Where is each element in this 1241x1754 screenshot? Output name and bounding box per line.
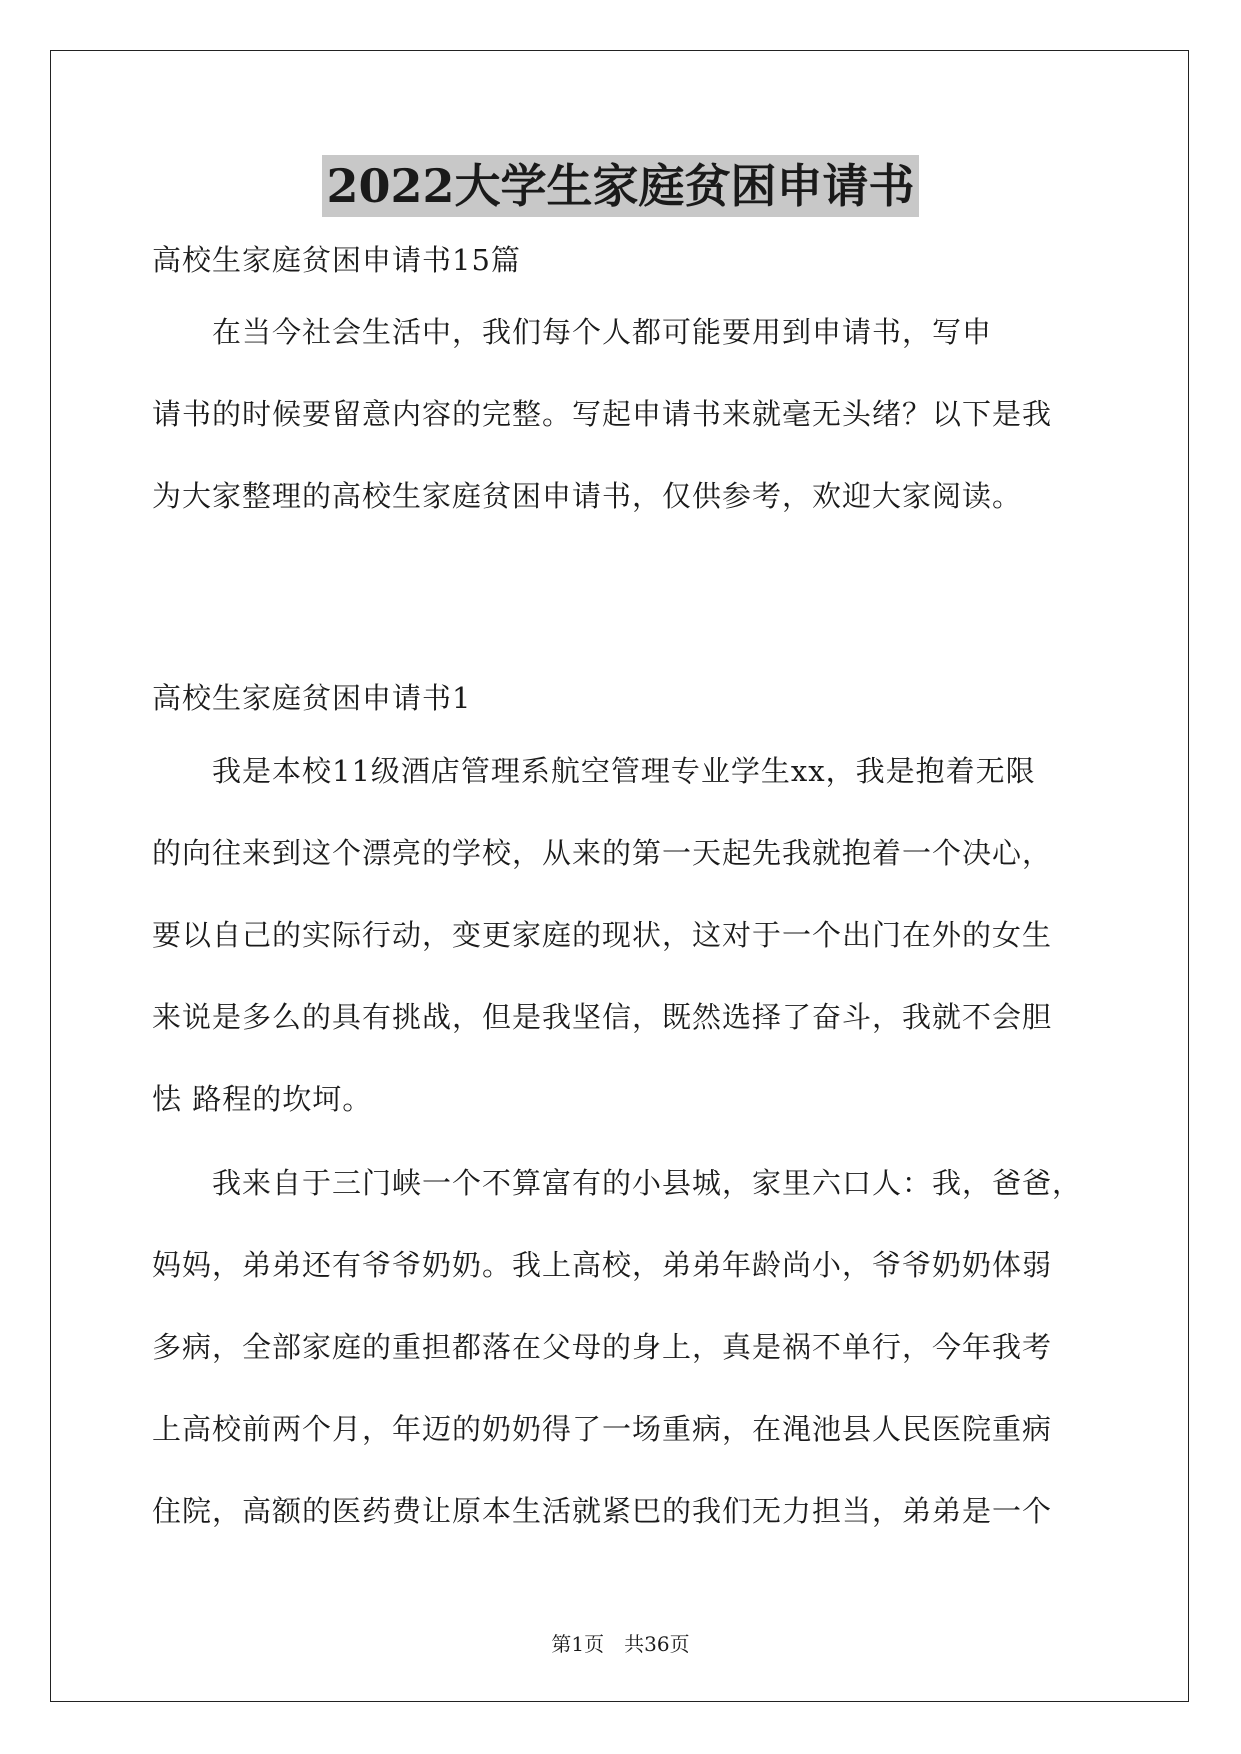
paragraph-line: 妈妈，弟弟还有爷爷奶奶。我上高校，弟弟年龄尚小，爷爷奶奶体弱 — [152, 1248, 1053, 1282]
paragraph-line: 来说是多么的具有挑战，但是我坚信，既然选择了奋斗，我就不会胆 — [152, 1000, 1053, 1034]
body-paragraph-2 — [152, 1163, 1102, 1573]
intro-line: 在当今社会生活中，我们每个人都可能要用到申请书，写申 — [152, 315, 993, 349]
paragraph-line: 我来自于三门峡一个不算富有的小县城，家里六口人：我，爸爸， — [152, 1166, 1083, 1200]
section-title: 高校生家庭贫困申请书1 — [152, 681, 472, 715]
intro-line: 为大家整理的高校生家庭贫困申请书，仅供参考，欢迎大家阅读。 — [152, 479, 1023, 513]
paragraph-line: 怯 路程的坎坷。 — [152, 1082, 373, 1116]
intro-paragraph — [152, 312, 1102, 558]
paragraph-line: 要以自己的实际行动，变更家庭的现状，这对于一个出门在外的女生 — [152, 918, 1053, 952]
intro-line: 请书的时候要留意内容的完整。写起申请书来就毫无头绪？以下是我 — [152, 397, 1053, 431]
document-subtitle: 高校生家庭贫困申请书15篇 — [152, 243, 521, 277]
paragraph-line: 住院，高额的医药费让原本生活就紧巴的我们无力担当，弟弟是一个 — [152, 1494, 1053, 1528]
page-footer: 第1页 共36页 — [551, 1632, 690, 1656]
paragraph-line: 的向往来到这个漂亮的学校，从来的第一天起先我就抱着一个决心， — [152, 836, 1053, 870]
paragraph-line: 多病，全部家庭的重担都落在父母的身上，真是祸不单行，今年我考 — [152, 1330, 1053, 1364]
title-container — [0, 155, 1241, 217]
document-title: 2022大学生家庭贫困申请书 — [322, 155, 918, 217]
paragraph-line: 上高校前两个月，年迈的奶奶得了一场重病，在渑池县人民医院重病 — [152, 1412, 1053, 1446]
paragraph-line: 我是本校11级酒店管理系航空管理专业学生xx，我是抱着无限 — [152, 754, 1036, 788]
body-paragraph-1 — [152, 751, 1102, 1161]
